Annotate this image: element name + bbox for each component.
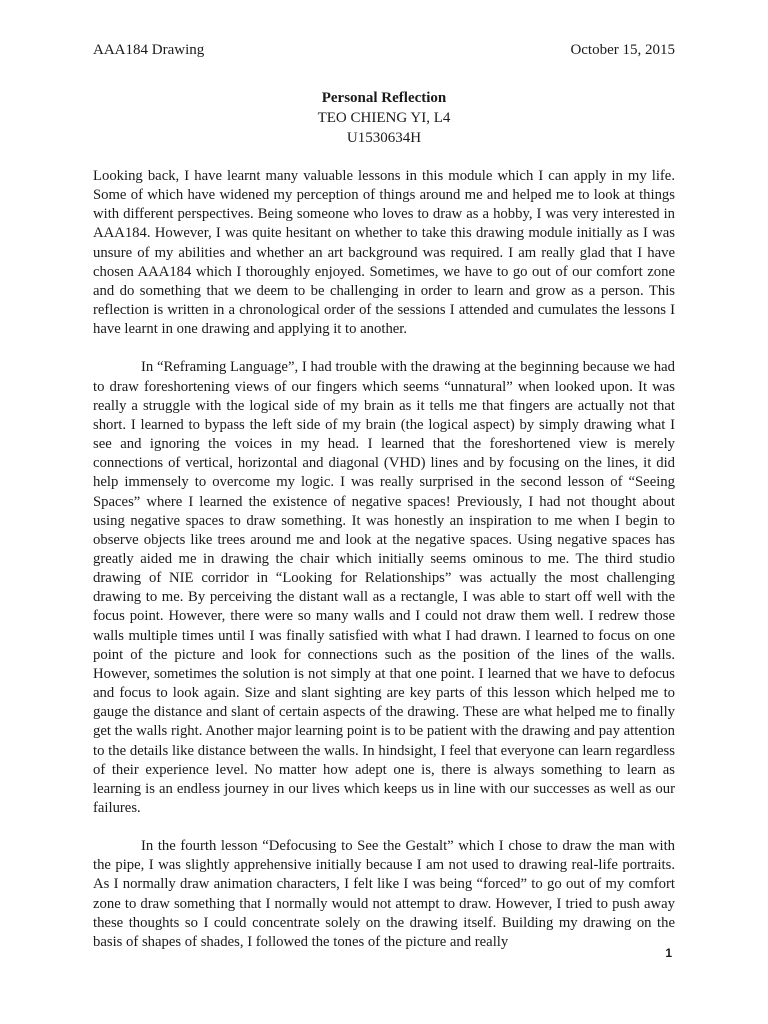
course-header: AAA184 Drawing xyxy=(93,42,205,58)
author-name: TEO CHIENG YI, L4 xyxy=(317,110,451,126)
student-id: U1530634H xyxy=(346,130,422,146)
title-block xyxy=(0,88,768,148)
page-number: 1 xyxy=(665,946,672,960)
paragraph-lessons: In “Reframing Language”, I had trouble with the drawing at the beginning because we had to draw foreshortening views of our fingers which seems “unnatural” when looked upon. It was really a struggle with the logical side of my brain as it tells me that fingers are actually not that short. I learned to bypass the left side of my brain (the logical aspect) by simply drawing what I see and ignoring the voices in my head. I learned that the foreshortened view is merely connections of vertical, horizontal and diagonal (VHD) lines and by focusing on the lines, it did help immensely to overcome my logic. I was really surprised in the second lesson of “Seeing Spaces” where I learned the existence of negative spaces! Previously, I had not thought about using negative spaces to draw something. It was honestly an inspiration to me when I begin to observe objects like trees around me and look at the negative spaces. Using negative spaces has greatly aided me in drawing the chair which initially seems ominous to me. The third studio drawing of NIE corridor in “Looking for Relationships” was actually the most challenging drawing to me. By perceiving the distant wall as a rectangle, I was able to start off well with the focus point. However, there were so many walls and I could not draw them well. I redrew those walls multiple times until I was finally satisfied with what I had drawn. I learned to focus on one point of the picture and look for connections such as the position of the lines of the walls. However, sometimes the solution is not simply at that one point. I learned that we have to defocus and focus to look again. Size and slant sighting are key parts of this lesson which helped me to gauge the distance and slant of certain aspects of the drawing. These are what helped me to finally get the walls right. Another major learning point is to be patient with the drawing and pay attention to the details like distance between the walls. In hindsight, I feel that everyone can learn regardless of their experience level. No matter how adept one is, there is always something to learn as learning is an endless journey in our lives which keeps us in line with our successes as well as our failures. xyxy=(93,359,675,816)
date-header: October 15, 2015 xyxy=(570,42,675,58)
document-body xyxy=(93,167,675,971)
paragraph-intro: Looking back, I have learnt many valuable lessons in this module which I can apply in my life. Some of which have widened my perception of things around me and helped me to look at things with different perspectives. Being someone who loves to draw as a hobby, I was very interested in AAA184. However, I was quite hesitant on whether to take this drawing module initially as I was unsure of my abilities and whether an art background was required. I am really glad that I have chosen AAA184 which I thoroughly enjoyed. Sometimes, we have to go out of our comfort zone and do something that we deem to be challenging in order to learn and grow as a person. This reflection is written in a chronological order of the sessions I attended and cumulates the lessons I have learnt in one drawing and applying it to another. xyxy=(93,168,675,338)
paragraph-fourth-lesson: In the fourth lesson “Defocusing to See the Gestalt” which I chose to draw the man with the pipe, I was slightly apprehensive initially because I am not used to drawing real-life portraits. As I normally draw animation characters, I felt like I was being “forced” to go out of my comfort zone to draw something that I normally would not attempt to draw. However, I tried to push away these thoughts so I could concentrate solely on the drawing itself. Building my drawing on the basis of shapes of shades, I followed the tones of the picture and really xyxy=(93,838,675,950)
document-title: Personal Reflection xyxy=(321,90,447,106)
